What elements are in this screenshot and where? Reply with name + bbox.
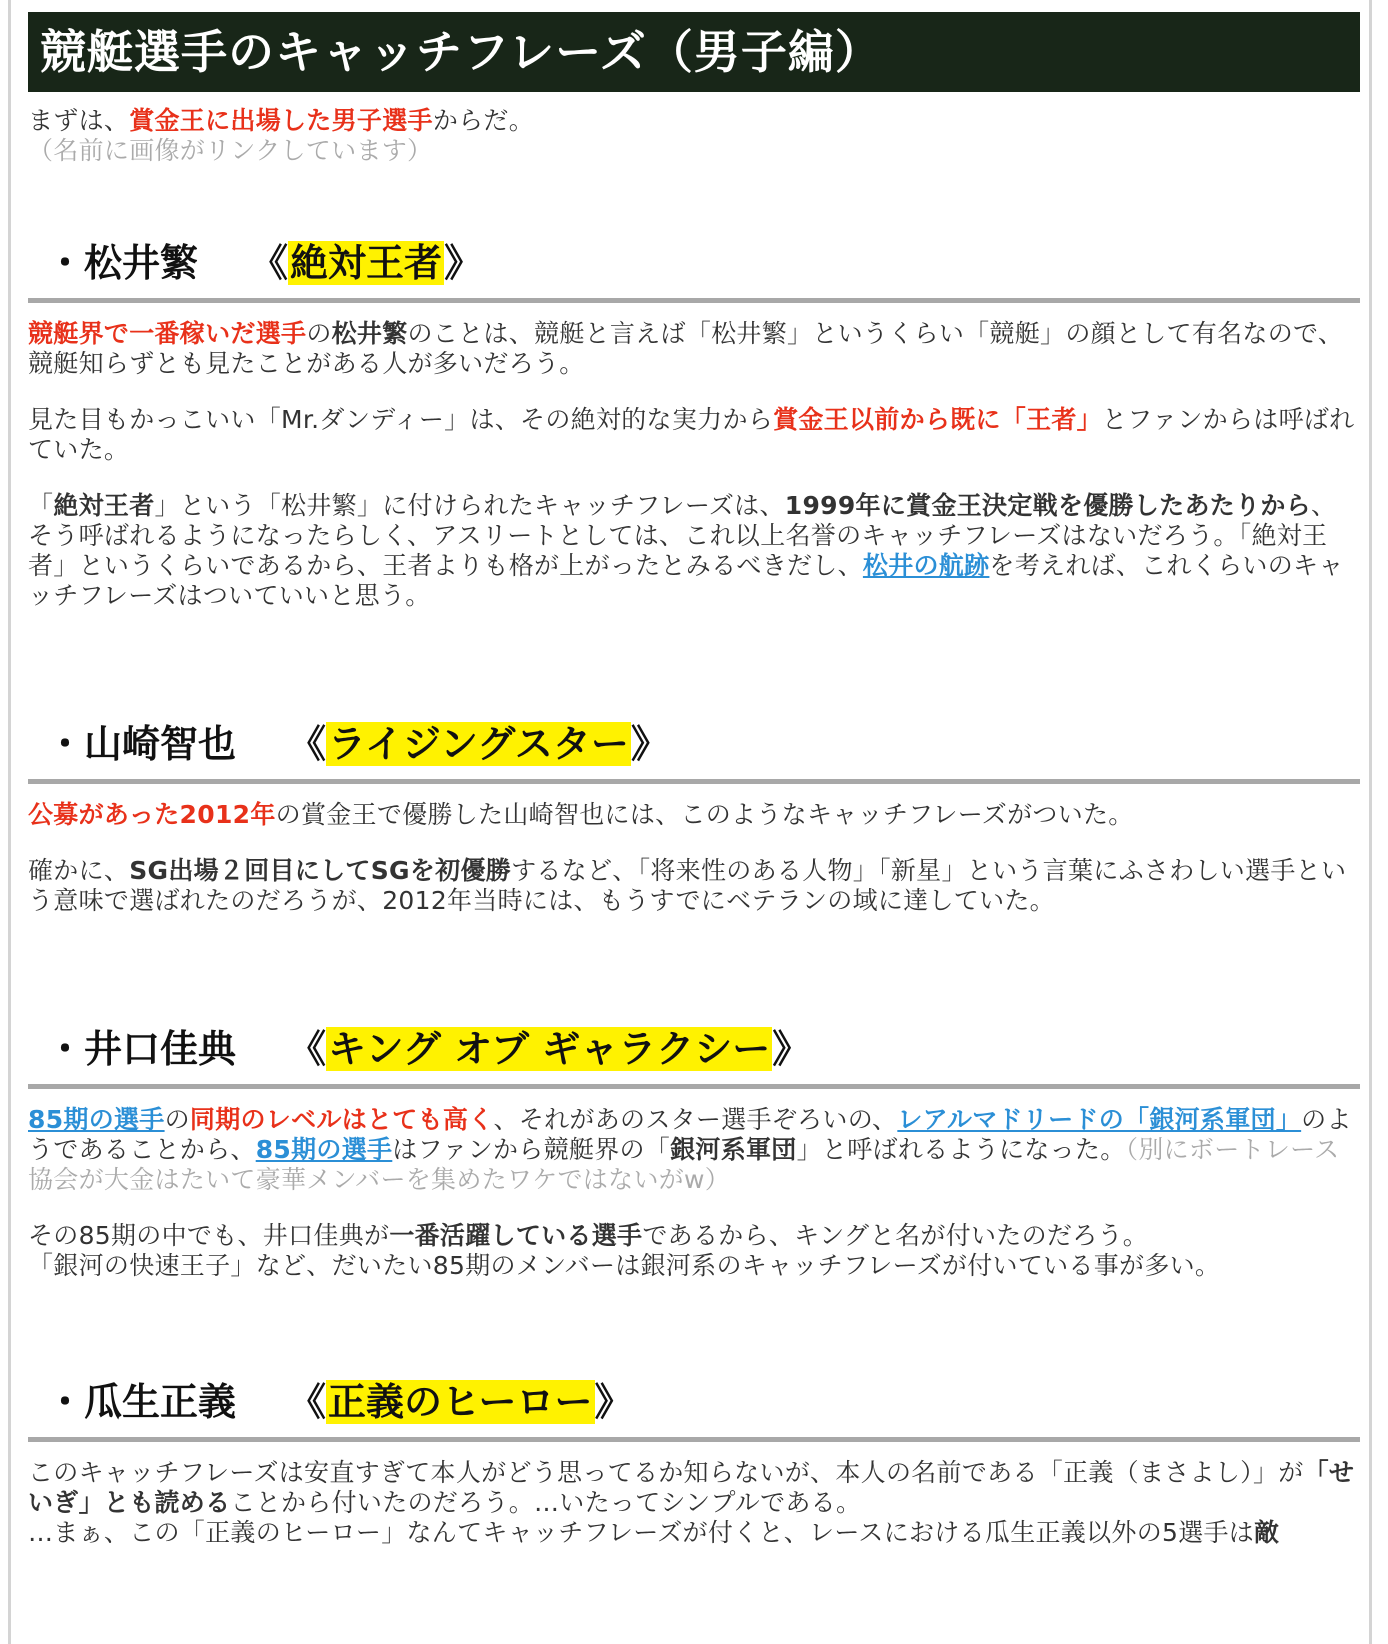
section-heading-iguchi: ・井口佳典 《キング オブ ギャラクシー》: [28, 1016, 1360, 1089]
article-content: [28, 12, 1360, 1548]
intro-note: （名前に画像がリンクしています）: [28, 136, 433, 165]
paragraph: その85期の中でも、井口佳典が一番活躍している選手であるから、キングと名が付いたのだろう。 「銀河の快速王子」など、だいたい85期のメンバーは銀河系のキャッチフレーズが付いている事が多い。: [28, 1221, 1221, 1280]
section-heading-yamazaki: ・山崎智也 《ライジングスター》: [28, 711, 1360, 784]
paragraph: 公募があった2012年の賞金王で優勝した山崎智也には、このようなキャッチフレーズがついた。: [28, 800, 1134, 829]
racer-name-link[interactable]: 井口佳典: [84, 1027, 237, 1071]
paragraph: 競艇界で一番稼いだ選手の松井繁のことは、競艇と言えば「松井繁」というくらい「競艇」の顔として有名なので、競艇知らずとも見たことがある人が多いだろう。: [28, 319, 1344, 378]
section-heading-uryu: ・瓜生正義 《正義のヒーロー》: [28, 1369, 1360, 1442]
paragraph: 確かに、SG出場２回目にしてSGを初優勝するなど、「将来性のある人物」「新星」という言葉にふさわしい選手という意味で選ばれたのだろうが、2012年当時には、もうすでにベテランの域に達していた。: [28, 856, 1347, 915]
racer-name-link[interactable]: 山崎智也: [84, 722, 237, 766]
paragraph: このキャッチフレーズは安直すぎて本人がどう思ってるか知らないが、本人の名前である「正義（まさよし）」が「せいぎ」とも読めることから付いたのだろう。…いたってシンプルである。 …まぁ、この「正義のヒーロー」なんてキャッチフレーズが付くと、レースにおける瓜生正義以外の5選手は敵: [28, 1458, 1355, 1547]
galacticos-link[interactable]: レアルマドリードの「銀河系軍団」: [897, 1105, 1302, 1134]
section-heading-matsui: ・松井繁 《絶対王者》: [28, 230, 1360, 303]
catchphrase-highlight: 正義のヒーロー: [328, 1380, 593, 1424]
intro-highlight: 賞金王に出場した男子選手: [129, 106, 433, 135]
paragraph: 85期の選手の同期のレベルはとても高く、それがあのスター選手ぞろいの、レアルマドリードの「銀河系軍団」のようであることから、85期の選手はファンから競艇界の「銀河系軍団」と呼ばれるようになった。（別にボートレース協会が大金はたいて豪華メンバーを集めたワケではないがw）: [28, 1105, 1352, 1194]
racer-name-link[interactable]: 松井繁: [84, 241, 199, 285]
matsui-career-link[interactable]: 松井の航跡: [862, 551, 990, 580]
intro-text: まずは、賞金王に出場した男子選手からだ。: [28, 106, 535, 135]
catchphrase-highlight: 絶対王者: [290, 241, 443, 285]
catchphrase-highlight: ライジングスター: [328, 722, 629, 766]
page-title: 競艇選手のキャッチフレーズ（男子編）: [28, 12, 1360, 92]
catchphrase-highlight: キング オブ ギャラクシー: [328, 1027, 771, 1071]
class-85-link[interactable]: 85期の選手: [28, 1105, 165, 1134]
paragraph: 見た目もかっこいい「Mr.ダンディー」は、その絶対的な実力から賞金王以前から既に「王者」とファンからは呼ばれていた。: [28, 405, 1355, 464]
paragraph: 「絶対王者」という「松井繁」に付けられたキャッチフレーズは、1999年に賞金王決定戦を優勝したあたりから、そう呼ばれるようになったらしく、アスリートとしては、これ以上名誉のキャッチフレーズはないだろう。「絶対王者」というくらいであるから、王者よりも格が上がったとみるべきだし、松井の航跡を考えれば、これくらいのキャッチフレーズはついていいと思う。: [28, 491, 1344, 610]
racer-name-link[interactable]: 瓜生正義: [84, 1380, 237, 1424]
class-85-link[interactable]: 85期の選手: [255, 1135, 393, 1164]
